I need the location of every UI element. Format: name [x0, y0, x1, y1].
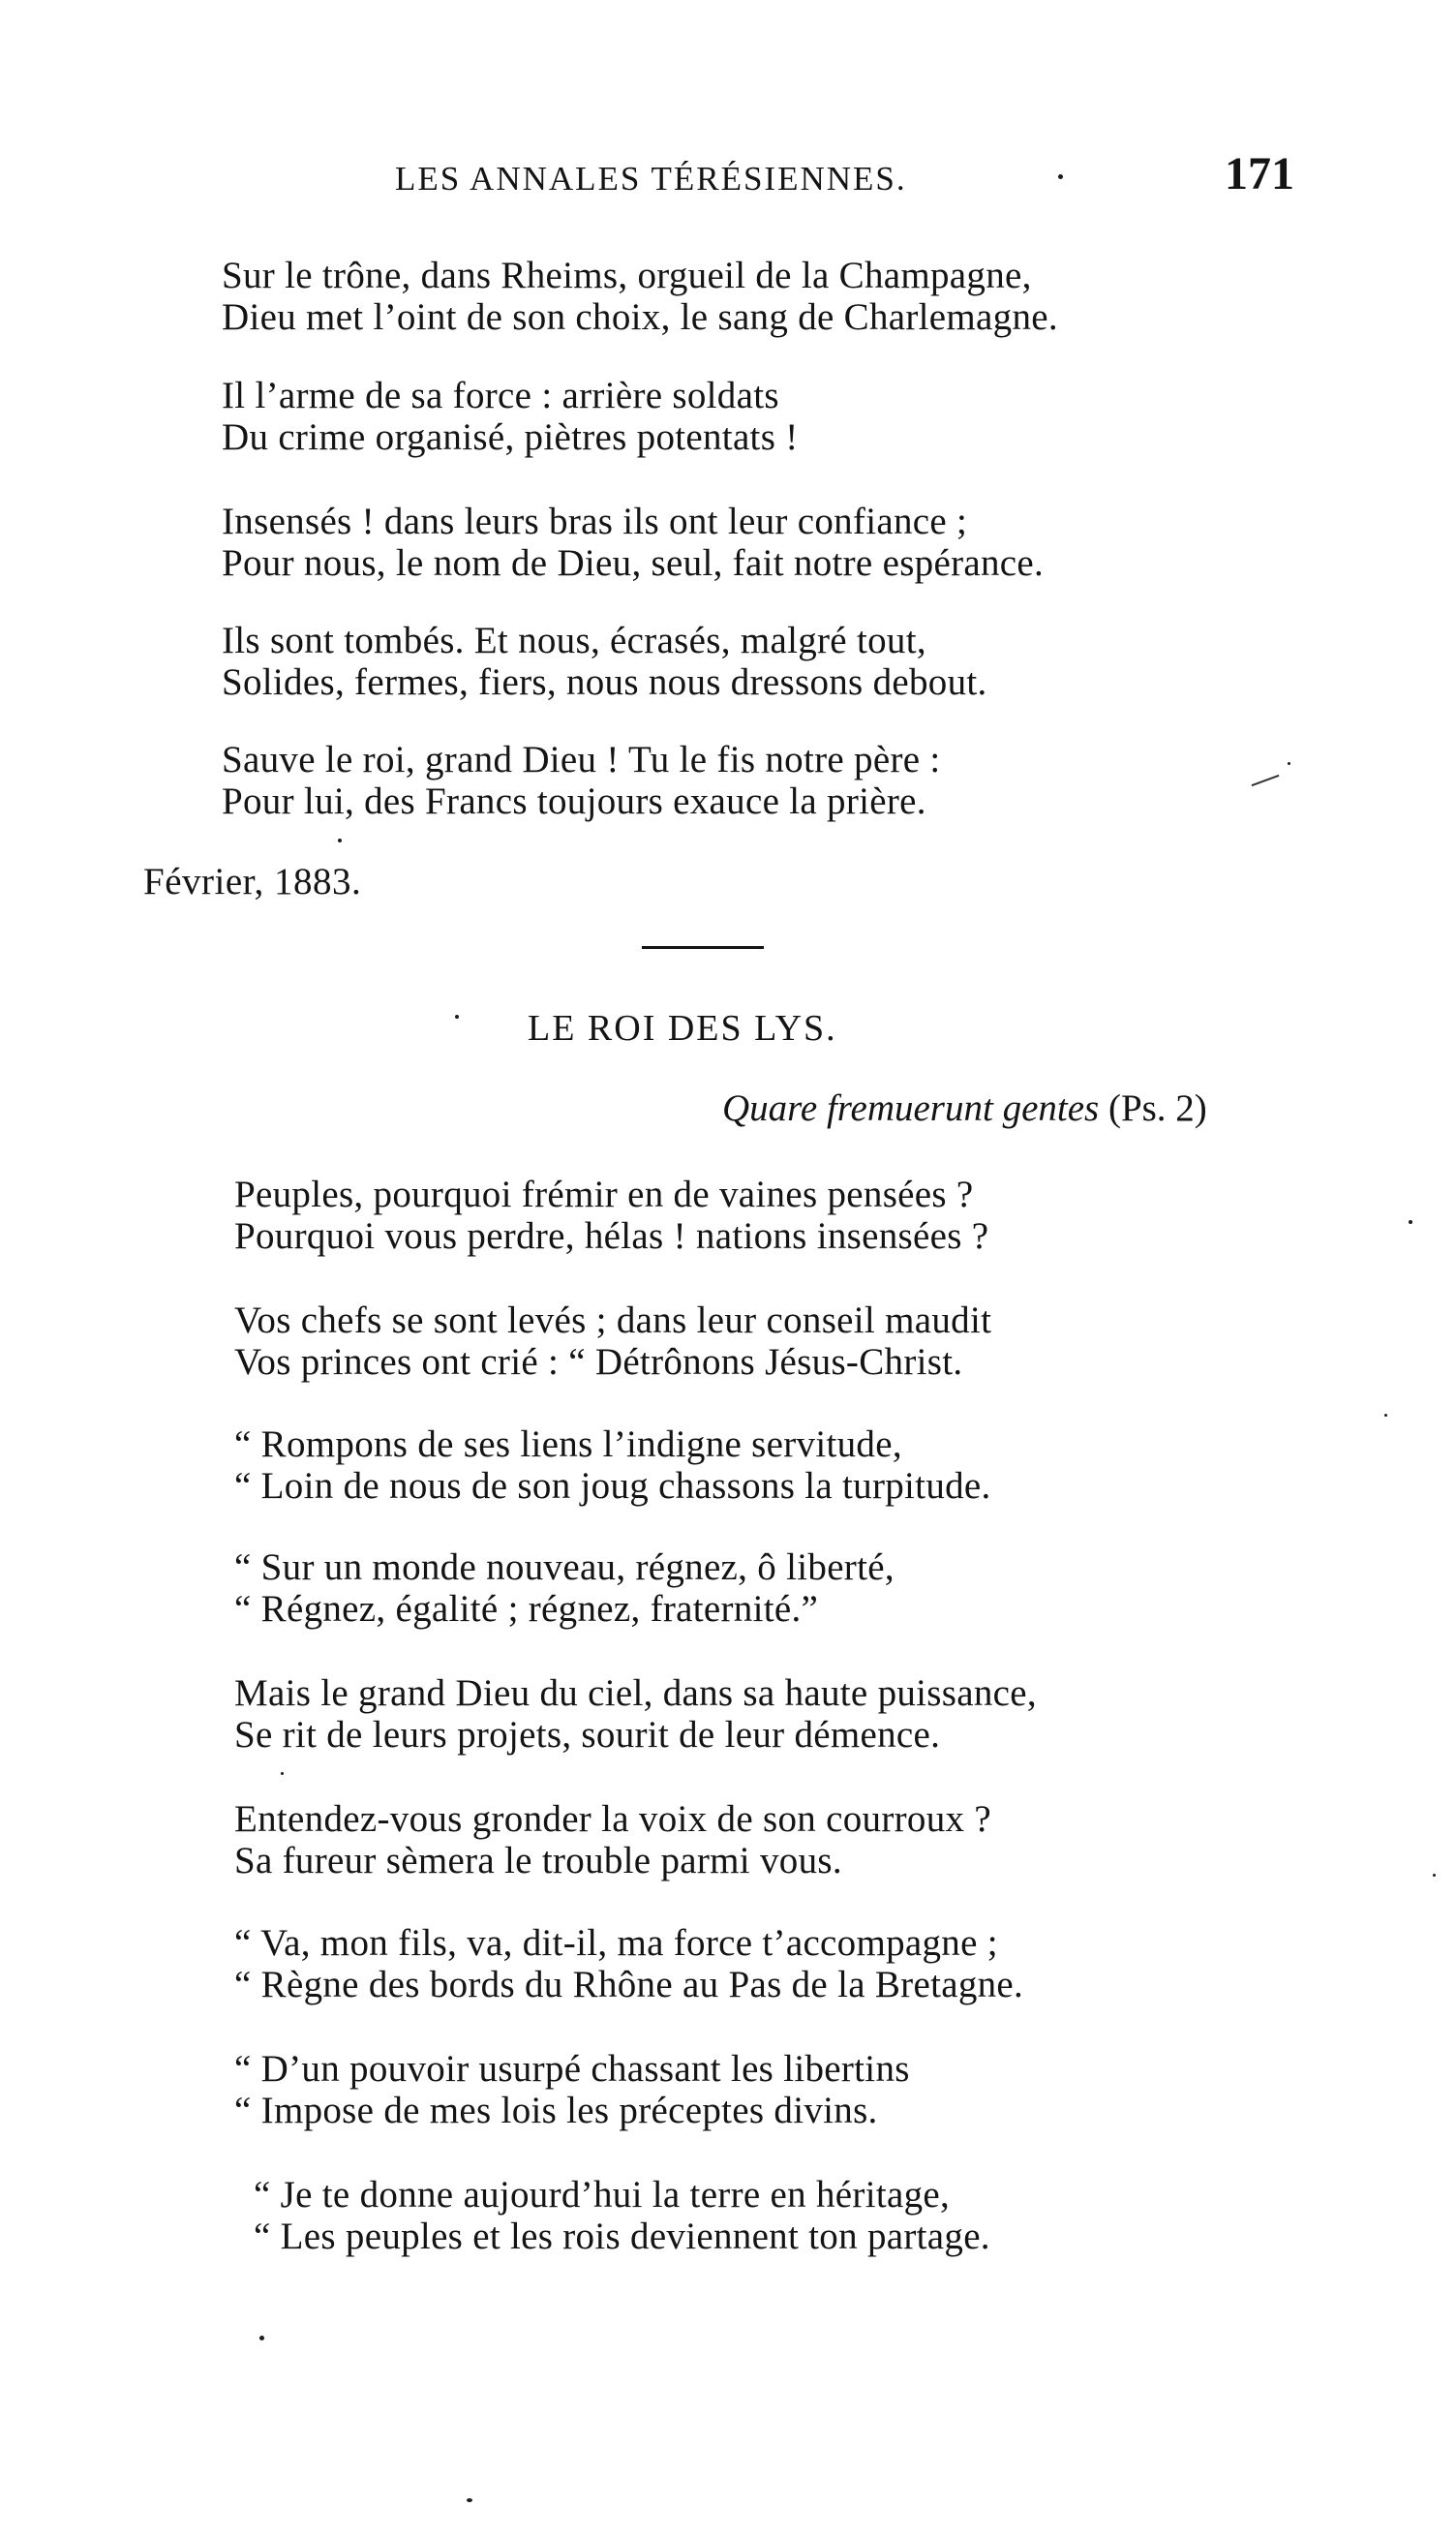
running-header: LES ANNALES TÉRÉSIENNES. [395, 160, 907, 198]
epigraph-reference: (Ps. 2) [1107, 1087, 1207, 1129]
poem1-line: Du crime organisé, piètres potentats ! [222, 416, 799, 458]
poem2-line: “ Les peuples et les rois deviennent ton partage. [254, 2216, 990, 2257]
epigraph-latin: Quare fremuerunt gentes [722, 1087, 1100, 1129]
poem1-line: Sur le trône, dans Rheims, orgueil de la Champagne, [222, 255, 1032, 296]
poem1-line: Insensés ! dans leurs bras ils ont leur confiance ; [222, 501, 968, 542]
scan-speck [1409, 1220, 1412, 1224]
poem2-line: “ Impose de mes lois les préceptes divins. [234, 2090, 878, 2131]
poem2-line: “ Règne des bords du Rhône au Pas de la Bretagne. [234, 1964, 1024, 2005]
poem2-line: Sa fureur sèmera le trouble parmi vous. [234, 1840, 842, 1881]
poem2-line: Vos princes ont crié : “ Détrônons Jésus-Christ. [234, 1341, 963, 1383]
poem2-title: LE ROI DES LYS. [528, 1008, 837, 1049]
poem2-line: “ Régnez, égalité ; régnez, fraternité.” [234, 1588, 819, 1630]
page-number: 171 [1225, 148, 1294, 199]
poem2-line: “ Je te donne aujourd’hui la terre en héritage, [254, 2174, 951, 2216]
poem2-line: Peuples, pourquoi frémir en de vaines pensées ? [234, 1174, 974, 1215]
scan-speck [1058, 174, 1063, 179]
scan-speck [1288, 762, 1290, 765]
poem2-line: “ Loin de nous de son joug chassons la turpitude. [234, 1465, 991, 1507]
poem2-line: “ Sur un monde nouveau, régnez, ô liberté, [234, 1546, 895, 1588]
poem1-line: Dieu met l’oint de son choix, le sang de Charlemagne. [222, 296, 1058, 338]
scan-mark [1252, 775, 1280, 786]
poem1-line: Ils sont tombés. Et nous, écrasés, malgré tout, [222, 620, 926, 661]
poem1-line: Pour nous, le nom de Dieu, seul, fait notre espérance. [222, 542, 1045, 584]
poem1-line: Il l’arme de sa force : arrière soldats [222, 375, 779, 416]
poem2-line: Entendez-vous gronder la voix de son courroux ? [234, 1798, 991, 1840]
poem1-line: Sauve le roi, grand Dieu ! Tu le fis notre père : [222, 739, 941, 780]
poem1-line: Pour lui, des Francs toujours exauce la prière. [222, 780, 926, 822]
scan-speck [1384, 1414, 1387, 1417]
poem2-line: Se rit de leurs projets, sourit de leur démence. [234, 1714, 941, 1756]
poem2-line: “ D’un pouvoir usurpé chassant les libertins [234, 2048, 910, 2090]
poem2-line: Pourquoi vous perdre, hélas ! nations insensées ? [234, 1215, 989, 1257]
scan-speck [455, 1015, 459, 1019]
scan-speck [467, 2498, 472, 2502]
poem1-line: Solides, fermes, fiers, nous nous dressons debout. [222, 661, 987, 703]
poem1-date: Février, 1883. [143, 861, 362, 902]
poem2-line: Vos chefs se sont levés ; dans leur conseil maudit [234, 1300, 992, 1341]
scan-speck [259, 2336, 264, 2340]
section-divider [642, 946, 764, 949]
poem2-line: “ Va, mon fils, va, dit-il, ma force t’accompagne ; [234, 1922, 998, 1964]
poem2-epigraph [722, 1086, 1207, 1130]
scan-speck [1433, 1874, 1436, 1877]
scan-speck [281, 1772, 284, 1775]
scan-speck [338, 839, 342, 842]
poem2-line: Mais le grand Dieu du ciel, dans sa haute puissance, [234, 1672, 1037, 1714]
poem2-line: “ Rompons de ses liens l’indigne servitude, [234, 1423, 902, 1465]
